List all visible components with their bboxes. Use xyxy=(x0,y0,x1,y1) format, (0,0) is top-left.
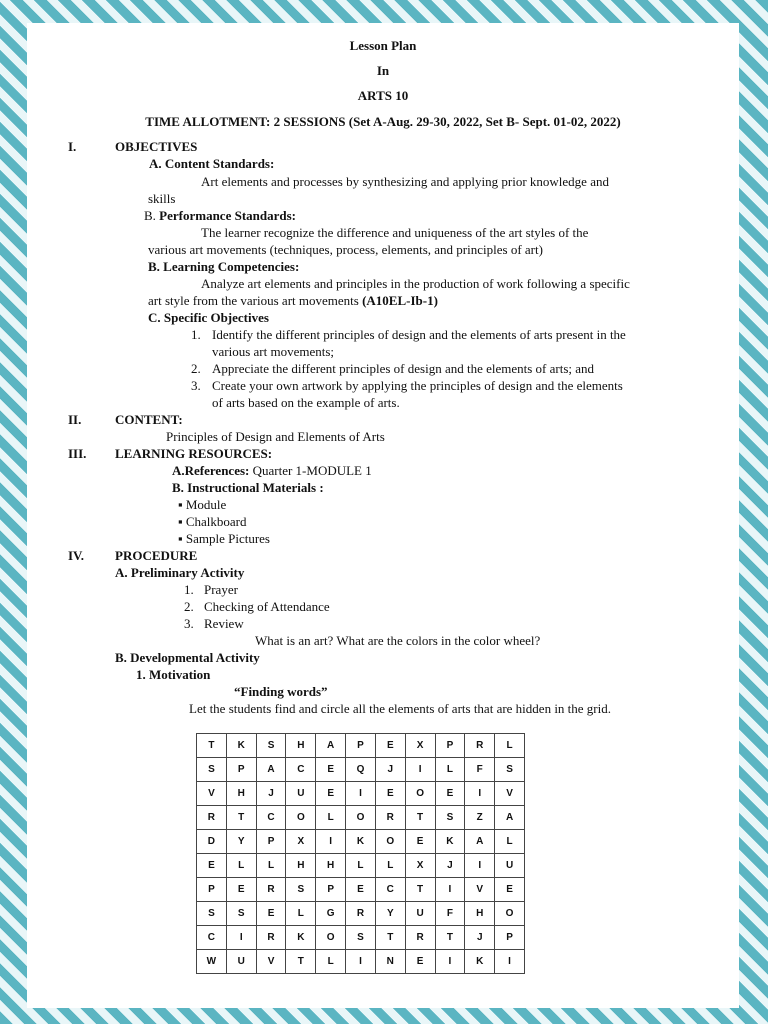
lesson-plan-page xyxy=(27,23,739,1008)
grid-cell: P xyxy=(256,830,286,854)
grid-cell: A xyxy=(495,806,525,830)
grid-cell: U xyxy=(226,950,256,974)
grid-cell: E xyxy=(375,734,405,758)
review-question: What is an art? What are the colors in the color wheel? xyxy=(255,633,541,648)
section-3-title: LEARNING RESOURCES: xyxy=(115,446,273,461)
grid-row xyxy=(197,902,525,926)
grid-cell: E xyxy=(346,878,376,902)
grid-cell: E xyxy=(405,950,435,974)
objective-2-number: 2. xyxy=(191,361,201,376)
grid-cell: L xyxy=(435,758,465,782)
grid-cell: I xyxy=(316,830,346,854)
performance-standards-heading: B. Performance Standards: xyxy=(144,208,297,223)
content-standards-text: Art elements and processes by synthesizing and applying prior knowledge and xyxy=(201,174,609,189)
grid-cell: C xyxy=(286,758,316,782)
objective-3-text-cont: of arts based on the example of arts. xyxy=(212,395,400,410)
grid-cell: E xyxy=(495,878,525,902)
grid-cell: E xyxy=(435,782,465,806)
grid-cell: R xyxy=(465,734,495,758)
objective-1-number: 1. xyxy=(191,327,201,342)
grid-cell: T xyxy=(405,806,435,830)
grid-cell: J xyxy=(375,758,405,782)
step-1-text: Prayer xyxy=(204,582,238,597)
grid-cell: U xyxy=(495,854,525,878)
references-line: A.References: Quarter 1-MODULE 1 xyxy=(172,463,372,478)
grid-cell: S xyxy=(256,734,286,758)
step-2-number: 2. xyxy=(184,599,194,614)
grid-cell: G xyxy=(316,902,346,926)
title-in: In xyxy=(376,63,390,78)
grid-cell: H xyxy=(316,854,346,878)
grid-cell: S xyxy=(495,758,525,782)
grid-cell: O xyxy=(346,806,376,830)
grid-cell: E xyxy=(316,782,346,806)
learning-competencies-text-cont: art style from the various art movements (A10EL-Ib-1) xyxy=(148,293,438,308)
objective-3-number: 3. xyxy=(191,378,201,393)
grid-cell: U xyxy=(286,782,316,806)
grid-cell: S xyxy=(346,926,376,950)
grid-cell: I xyxy=(226,926,256,950)
time-allotment: TIME ALLOTMENT: 2 SESSIONS (Set A-Aug. 29-30, 2022, Set B- Sept. 01-02, 2022) xyxy=(145,114,621,129)
grid-cell: C xyxy=(197,926,227,950)
grid-cell: I xyxy=(346,782,376,806)
objective-1-text: Identify the different principles of design and the elements of arts present in the xyxy=(212,327,626,342)
grid-cell: S xyxy=(435,806,465,830)
grid-cell: W xyxy=(197,950,227,974)
grid-cell: A xyxy=(465,830,495,854)
step-3-number: 3. xyxy=(184,616,194,631)
grid-cell: E xyxy=(405,830,435,854)
section-2-number: II. xyxy=(68,412,82,427)
grid-cell: I xyxy=(465,854,495,878)
content-standards-heading: A. Content Standards: xyxy=(149,156,275,171)
grid-cell: D xyxy=(197,830,227,854)
grid-cell: X xyxy=(405,854,435,878)
grid-cell: R xyxy=(256,878,286,902)
grid-cell: E xyxy=(226,878,256,902)
objective-2-text: Appreciate the different principles of design and the elements of arts; and xyxy=(212,361,595,376)
grid-cell: T xyxy=(405,878,435,902)
grid-cell: O xyxy=(495,902,525,926)
objective-3-text: Create your own artwork by applying the principles of design and the elements xyxy=(212,378,623,393)
grid-cell: J xyxy=(256,782,286,806)
grid-cell: V xyxy=(465,878,495,902)
grid-cell: H xyxy=(465,902,495,926)
grid-cell: V xyxy=(256,950,286,974)
grid-cell: I xyxy=(465,782,495,806)
grid-cell: J xyxy=(465,926,495,950)
grid-cell: S xyxy=(197,902,227,926)
section-1-number: I. xyxy=(68,139,77,154)
grid-cell: R xyxy=(405,926,435,950)
grid-cell: X xyxy=(405,734,435,758)
grid-cell: C xyxy=(256,806,286,830)
grid-row xyxy=(197,734,525,758)
instructional-materials-heading: B. Instructional Materials : xyxy=(172,480,324,495)
learning-competencies-text: Analyze art elements and principles in the production of work following a specific xyxy=(201,276,630,291)
material-chalkboard: ▪ Chalkboard xyxy=(178,514,247,529)
grid-cell: P xyxy=(316,878,346,902)
grid-cell: J xyxy=(435,854,465,878)
grid-cell: T xyxy=(375,926,405,950)
grid-cell: L xyxy=(375,854,405,878)
grid-cell: L xyxy=(286,902,316,926)
step-2-text: Checking of Attendance xyxy=(204,599,330,614)
grid-cell: F xyxy=(465,758,495,782)
grid-row xyxy=(197,758,525,782)
grid-cell: E xyxy=(316,758,346,782)
performance-standards-text-cont: various art movements (techniques, process, elements, and principles of art) xyxy=(148,242,543,257)
grid-row xyxy=(197,830,525,854)
grid-row xyxy=(197,878,525,902)
grid-cell: K xyxy=(465,950,495,974)
grid-cell: K xyxy=(435,830,465,854)
grid-cell: P xyxy=(435,734,465,758)
grid-cell: Z xyxy=(465,806,495,830)
grid-cell: Q xyxy=(346,758,376,782)
grid-cell: I xyxy=(346,950,376,974)
grid-cell: Y xyxy=(226,830,256,854)
activity-instruction: Let the students find and circle all the elements of arts that are hidden in the grid. xyxy=(189,701,611,716)
content-text: Principles of Design and Elements of Arts xyxy=(166,429,385,444)
section-3-number: III. xyxy=(68,446,87,461)
grid-cell: K xyxy=(226,734,256,758)
grid-cell: F xyxy=(435,902,465,926)
grid-cell: S xyxy=(226,902,256,926)
grid-cell: L xyxy=(346,854,376,878)
grid-cell: O xyxy=(286,806,316,830)
grid-row xyxy=(197,950,525,974)
grid-cell: S xyxy=(197,758,227,782)
title-lesson-plan: Lesson Plan xyxy=(349,38,417,53)
grid-cell: R xyxy=(197,806,227,830)
grid-cell: T xyxy=(435,926,465,950)
material-module: ▪ Module xyxy=(178,497,227,512)
grid-cell: V xyxy=(197,782,227,806)
grid-cell: V xyxy=(495,782,525,806)
finding-words-title: “Finding words” xyxy=(234,684,328,699)
grid-cell: P xyxy=(346,734,376,758)
specific-objectives-heading: C. Specific Objectives xyxy=(148,310,269,325)
grid-cell: N xyxy=(375,950,405,974)
preliminary-activity-heading: A. Preliminary Activity xyxy=(115,565,245,580)
section-4-title: PROCEDURE xyxy=(115,548,198,563)
grid-cell: P xyxy=(495,926,525,950)
grid-cell: L xyxy=(316,806,346,830)
grid-cell: A xyxy=(316,734,346,758)
grid-cell: L xyxy=(316,950,346,974)
performance-standards-text: The learner recognize the difference and uniqueness of the art styles of the xyxy=(201,225,589,240)
title-subject: ARTS 10 xyxy=(357,88,409,103)
grid-cell: L xyxy=(495,830,525,854)
grid-cell: R xyxy=(256,926,286,950)
grid-cell: I xyxy=(405,758,435,782)
step-3-text: Review xyxy=(204,616,244,631)
grid-cell: I xyxy=(435,950,465,974)
grid-cell: H xyxy=(286,734,316,758)
content-standards-text-cont: skills xyxy=(148,191,176,206)
grid-cell: E xyxy=(375,782,405,806)
grid-row xyxy=(197,854,525,878)
objective-1-text-cont: various art movements; xyxy=(212,344,335,359)
motivation-heading: 1. Motivation xyxy=(136,667,211,682)
grid-cell: T xyxy=(197,734,227,758)
grid-cell: H xyxy=(286,854,316,878)
grid-cell: E xyxy=(197,854,227,878)
grid-cell: Y xyxy=(375,902,405,926)
grid-cell: C xyxy=(375,878,405,902)
grid-cell: L xyxy=(226,854,256,878)
grid-cell: U xyxy=(405,902,435,926)
grid-cell: H xyxy=(226,782,256,806)
grid-row xyxy=(197,926,525,950)
grid-row xyxy=(197,806,525,830)
grid-cell: I xyxy=(435,878,465,902)
grid-cell: K xyxy=(286,926,316,950)
grid-cell: X xyxy=(286,830,316,854)
grid-row xyxy=(197,782,525,806)
grid-cell: K xyxy=(346,830,376,854)
grid-cell: O xyxy=(405,782,435,806)
grid-cell: P xyxy=(197,878,227,902)
section-1-title: OBJECTIVES xyxy=(115,139,198,154)
grid-cell: A xyxy=(256,758,286,782)
grid-cell: L xyxy=(256,854,286,878)
grid-cell: R xyxy=(375,806,405,830)
material-sample-pictures: ▪ Sample Pictures xyxy=(178,531,270,546)
learning-competencies-heading: B. Learning Competencies: xyxy=(148,259,300,274)
grid-cell: E xyxy=(256,902,286,926)
section-4-number: IV. xyxy=(68,548,85,563)
section-2-title: CONTENT: xyxy=(115,412,183,427)
grid-cell: R xyxy=(346,902,376,926)
grid-cell: O xyxy=(375,830,405,854)
word-search-grid xyxy=(196,733,525,974)
step-1-number: 1. xyxy=(184,582,194,597)
developmental-activity-heading: B. Developmental Activity xyxy=(115,650,260,665)
grid-cell: P xyxy=(226,758,256,782)
grid-cell: I xyxy=(495,950,525,974)
grid-cell: S xyxy=(286,878,316,902)
grid-cell: O xyxy=(316,926,346,950)
grid-cell: L xyxy=(495,734,525,758)
grid-cell: T xyxy=(286,950,316,974)
grid-cell: T xyxy=(226,806,256,830)
